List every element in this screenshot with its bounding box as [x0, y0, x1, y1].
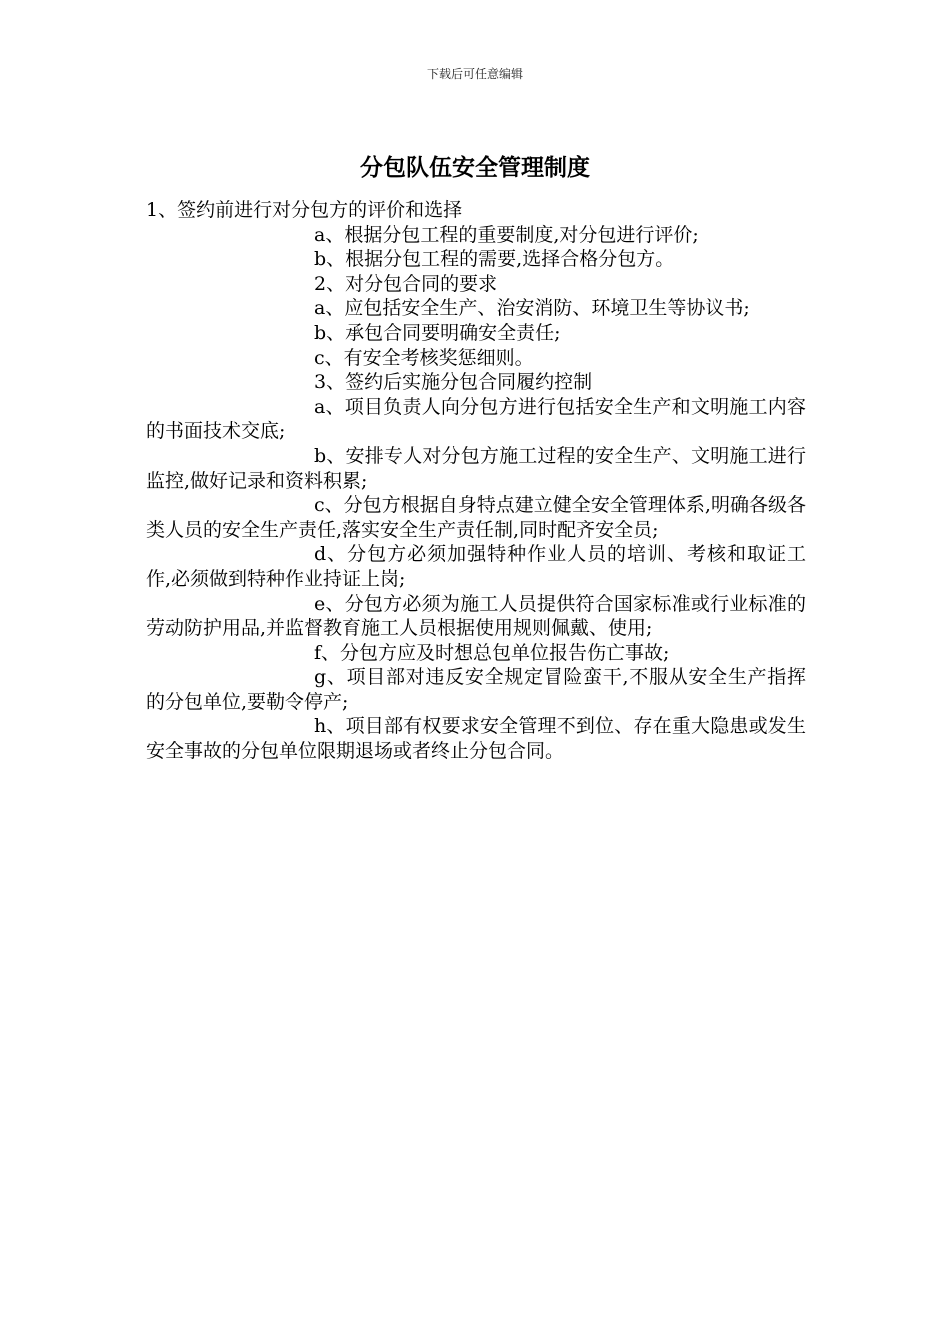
body-paragraph: a、应包括安全生产、治安消防、环境卫生等协议书; [314, 297, 750, 320]
body-paragraph: 3、签约后实施分包合同履约控制 [314, 371, 593, 394]
body-paragraph: c、分包方根据自身特点建立健全安全管理体系,明确各级各类人员的安全生产责任,落实安全生产责任制,同时配齐安全员; [146, 494, 806, 541]
page-header-note: 下载后可任意编辑 [426, 67, 523, 81]
body-paragraph: f、分包方应及时想总包单位报告伤亡事故; [314, 641, 670, 664]
body-paragraph: d、分包方必须加强特种作业人员的培训、考核和取证工作,必须做到特种作业持证上岗; [146, 543, 806, 590]
body-paragraph: b、根据分包工程的需要,选择合格分包方。 [314, 248, 675, 271]
body-paragraph: b、安排专人对分包方施工过程的安全生产、文明施工进行监控,做好记录和资料积累; [146, 444, 806, 492]
body-paragraph: a、项目负责人向分包方进行包括安全生产和文明施工内容的书面技术交底; [146, 395, 806, 443]
body-paragraph: h、项目部有权要求安全管理不到位、存在重大隐患或发生安全事故的分包单位限期退场或者终止分包合同。 [146, 715, 806, 763]
body-paragraph: e、分包方必须为施工人员提供符合国家标准或行业标准的劳动防护用品,并监督教育施工人员根据使用规则佩戴、使用; [146, 592, 806, 640]
document-body [146, 198, 806, 764]
body-paragraph: g、项目部对违反安全规定冒险蛮干,不服从安全生产指挥的分包单位,要勒令停产; [146, 666, 806, 713]
body-paragraph: c、有安全考核奖惩细则。 [314, 346, 534, 369]
document-title: 分包队伍安全管理制度 [360, 155, 590, 181]
body-paragraph: 1、签约前进行对分包方的评价和选择 [146, 199, 463, 221]
body-paragraph: 2、对分包合同的要求 [314, 272, 498, 295]
body-paragraph: a、根据分包工程的重要制度,对分包进行评价; [314, 223, 699, 246]
body-paragraph: b、承包合同要明确安全责任; [314, 321, 561, 344]
